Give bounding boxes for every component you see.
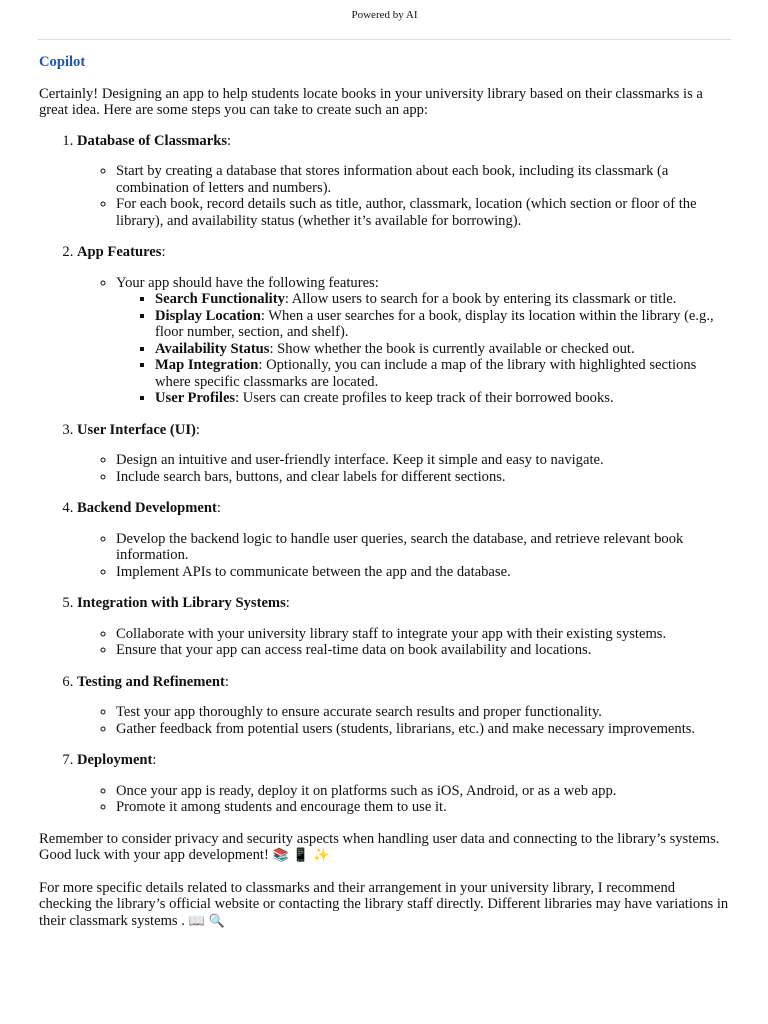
steps-list bbox=[39, 133, 730, 816]
closing-paragraph bbox=[39, 831, 730, 865]
list-item: ◦ Gather feedback from potential users (students, librarians, etc.) and make necessary improvements. bbox=[116, 721, 730, 738]
step-item: 5. Integration with Library Systems: ◦ Collaborate with your university library staff to integrate your app with their existing systems. ◦ Ensure that your app can access real-time data on book availability and locations. bbox=[77, 595, 730, 659]
step-title: App Features bbox=[77, 244, 162, 260]
feature-text: : When a user searches for a book, display its location within the library (e.g., floor number, section, and shelf). bbox=[155, 307, 714, 340]
step-title: User Interface (UI) bbox=[77, 421, 196, 438]
feature-item bbox=[155, 291, 730, 308]
feature-item bbox=[155, 357, 730, 390]
feature-text: : Allow users to search for a book by entering its classmark or title. bbox=[284, 291, 677, 307]
step-details bbox=[77, 783, 730, 816]
feature-name: User Profiles bbox=[155, 390, 236, 406]
list-item: ◦ Start by creating a database that stores information about each book, including its classmark (a combination of letters and numbers). bbox=[116, 163, 730, 196]
books-phone-sparkles-icon: 📚 📱 ✨ bbox=[272, 848, 330, 863]
powered-by-label: Powered by AI bbox=[351, 9, 418, 22]
list-item: ◦ Test your app thoroughly to ensure accurate search results and proper functionality. bbox=[116, 704, 730, 721]
list-item: ◦ Once your app is ready, deploy it on platforms such as iOS, Android, or as a web app. bbox=[116, 783, 730, 800]
closing-text: Remember to consider privacy and security aspects when handling user data and connecting to the library’s systems. Good luck with your app development! bbox=[39, 830, 720, 863]
list-item: ◦ Promote it among students and encourage them to use it. bbox=[116, 799, 730, 816]
list-item: ◦ Collaborate with your university library staff to integrate your app with their existing systems. bbox=[116, 626, 730, 643]
step-title: Deployment bbox=[77, 752, 153, 768]
followup-text: For more specific details related to classmarks and their arrangement in your university library, I recommend checking the library’s official website or contacting the library staff directly. Different libraries may have variations in their classmark systems . bbox=[39, 879, 729, 929]
feature-item bbox=[155, 341, 730, 358]
feature-item bbox=[155, 308, 730, 341]
step-item: 3. User Interface (UI): ◦ Design an intuitive and user-friendly interface. Keep it simple and easy to navigate. ◦ Include search bars, buttons, and clear labels for different sections. bbox=[77, 422, 730, 486]
step-details bbox=[77, 452, 730, 485]
list-item: ◦ For each book, record details such as title, author, classmark, location (which section or floor of the library), and availability status (whether it’s available for borrowing). bbox=[116, 196, 730, 229]
list-item: ◦ Design an intuitive and user-friendly interface. Keep it simple and easy to navigate. bbox=[116, 452, 730, 469]
header-bar bbox=[38, 0, 731, 40]
step-item: 7. Deployment: ◦ Once your app is ready, deploy it on platforms such as iOS, Android, or as a web app. ◦ Promote it among students and encourage them to use it. bbox=[77, 752, 730, 816]
feature-name: Search Functionality bbox=[155, 291, 285, 307]
step-title: Integration with Library Systems bbox=[77, 595, 286, 611]
step-details bbox=[77, 275, 730, 407]
followup-paragraph bbox=[39, 880, 730, 931]
intro-paragraph: Certainly! Designing an app to help students locate books in your university library based on their classmarks is a great idea. Here are some steps you can take to create such an app: bbox=[39, 85, 703, 118]
features-lead: Your app should have the following features: bbox=[116, 274, 379, 291]
step-details bbox=[77, 163, 730, 229]
step-details bbox=[77, 704, 730, 737]
book-magnifier-icon: 📖 🔍 bbox=[188, 913, 226, 929]
step-title: Database of Classmarks bbox=[77, 132, 227, 149]
step-title: Backend Development bbox=[77, 500, 217, 516]
feature-text: : Users can create profiles to keep track of their borrowed books. bbox=[235, 390, 614, 406]
step-item: 6. Testing and Refinement: ◦ Test your app thoroughly to ensure accurate search results and proper functionality. ◦ Gather feedback from potential users (students, librarians, etc.) and make necessary improvements. bbox=[77, 674, 730, 738]
step-details bbox=[77, 531, 730, 581]
feature-name: Map Integration bbox=[155, 357, 259, 373]
step-item: 1. Database of Classmarks: ◦ Start by creating a database that stores information about each book, including its classmark (a combination of letters and numbers). ◦ For each book, record details such as title, author, classmark, location (which section or floor of the library), and availability status (whether it’s available for borrowing). bbox=[77, 133, 730, 230]
list-item bbox=[116, 275, 730, 407]
step-details bbox=[77, 626, 730, 659]
step-item: 2. App Features: ◦ Your app should have the following features: ▪ Search Functionality: Allow users to search for a book by entering its classmark or title. ▪ Display Location: When a user searches for a book, display its location within the library (e.g., floor number, section, and shelf). ▪ Availability Status: Show whether the book is currently available or checked out. ▪ Map Integration: Optionally, you can include a map of the library with highlighted sections where specific classmarks are located. ▪ User Profiles: Users can create profiles to keep track of their borrowed books. bbox=[77, 244, 730, 407]
features-list bbox=[116, 291, 730, 407]
sender-name: Copilot bbox=[39, 54, 86, 70]
list-item: ◦ Include search bars, buttons, and clear labels for different sections. bbox=[116, 469, 730, 486]
step-item: 4. Backend Development: ◦ Develop the backend logic to handle user queries, search the database, and retrieve relevant book information. ◦ Implement APIs to communicate between the app and the database. bbox=[77, 500, 730, 580]
list-item: ◦ Implement APIs to communicate between the app and the database. bbox=[116, 564, 730, 581]
feature-name: Availability Status bbox=[155, 340, 270, 357]
list-item: ◦ Develop the backend logic to handle user queries, search the database, and retrieve relevant book information. bbox=[116, 531, 730, 564]
feature-text: : Optionally, you can include a map of the library with highlighted sections where specific classmarks are located. bbox=[155, 357, 697, 390]
list-item: ◦ Ensure that your app can access real-time data on book availability and locations. bbox=[116, 642, 730, 659]
step-title: Testing and Refinement bbox=[77, 673, 225, 690]
feature-text: : Show whether the book is currently available or checked out. bbox=[269, 340, 635, 357]
feature-item bbox=[155, 390, 730, 407]
feature-name: Display Location bbox=[155, 307, 261, 324]
